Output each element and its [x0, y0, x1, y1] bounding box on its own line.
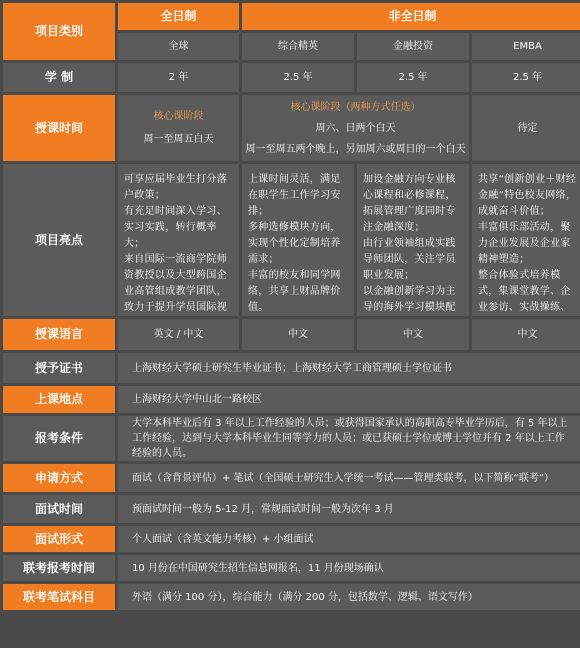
program-global: 全球 [118, 33, 239, 60]
certificate-value: 上海财经大学硕士研究生毕业证书；上海财经大学工商管理硕士学位证书 [118, 353, 580, 383]
highlight-finance-3: 以金融创新学习为主导的海外学习模块配 [363, 286, 456, 313]
duration-finance: 2.5 年 [357, 63, 469, 92]
application-value: 面试（含背景评估）+ 笔试（全国硕士研究生入学统一考试——管理类联考，以下简称“联考”） [118, 464, 580, 492]
parttime-header: 非全日制 [242, 3, 580, 30]
duration-emba: 2.5 年 [472, 63, 580, 92]
language-label: 授课语言 [3, 319, 115, 350]
category-label: 项目类别 [3, 3, 115, 60]
requirements-value: 大学本科毕业后有 3 年以上工作经验的人员；或获得国家承认的高职高专毕业学历后，有 5 年以上工作经验，达到与大学本科毕业生同等学力的人员；或已获硕士学位或博士学位并有 2 年以上工作经验的人员。 [118, 416, 580, 461]
language-elite: 中文 [242, 319, 354, 350]
interview-time-label: 面试时间 [3, 495, 115, 523]
highlights-label: 项目亮点 [3, 164, 115, 316]
duration-global: 2 年 [118, 63, 239, 92]
certificate-label: 授予证书 [3, 353, 115, 383]
highlight-elite-2: 多种选修模块方向，实现个性化定制培养需求； [248, 222, 341, 265]
highlights-global [118, 164, 239, 316]
highlight-global-3: 来自国际一流商学院师资教授以及大型跨国企业高管组成教学团队，致力于提升学员国际视 [124, 254, 227, 313]
language-emba: 中文 [472, 319, 580, 350]
highlight-emba-3: 整合体验式培养模式，集课堂教学、企业参访、实战操练、 [478, 270, 571, 313]
highlight-finance-1: 加设金融方向专业核心课程和必修课程，拓展管理广度同时专注金融深度； [363, 174, 456, 233]
highlight-emba-2: 丰富俱乐部活动，聚力企业发展及企业家精神塑造； [478, 222, 571, 265]
global-phase-time: 周一至周五白天 [143, 134, 214, 145]
exam-registration-value: 10 月份在中国研究生招生信息网报名，11 月份现场确认 [118, 555, 580, 581]
parttime-option-1: 周六、日两个白天 [315, 122, 396, 134]
program-emba: EMBA [472, 33, 580, 60]
highlights-elite [242, 164, 354, 316]
highlight-elite-3: 丰富的校友和同学网络，共享上财品牌价值。 [248, 270, 341, 313]
exam-subjects-label: 联考笔试科目 [3, 584, 115, 610]
parttime-phase-title: 核心课阶段（两种方式任选） [290, 101, 421, 113]
location-label: 上课地点 [3, 386, 115, 413]
program-elite: 综合精英 [242, 33, 354, 60]
exam-registration-label: 联考报考时间 [3, 555, 115, 581]
language-finance: 中文 [357, 319, 469, 350]
language-global: 英文 / 中文 [118, 319, 239, 350]
teaching-time-global [118, 95, 239, 161]
fulltime-header: 全日制 [118, 3, 239, 30]
teaching-time-parttime [242, 95, 469, 161]
teaching-time-label: 授课时间 [3, 95, 115, 161]
interview-format-value: 个人面试（含英文能力考核）+ 小组面试 [118, 526, 580, 552]
global-phase-title: 核心课阶段 [153, 111, 204, 122]
highlight-emba-1: 共享“创新创业＋财经金融”特色校友网络，成就奋斗价值； [478, 174, 577, 217]
highlights-emba [472, 164, 580, 316]
program-finance: 金融投资 [357, 33, 469, 60]
parttime-option-2: 周一至周五两个晚上，另加周六或周日的一个白天 [245, 143, 466, 155]
location-value: 上海财经大学中山北一路校区 [118, 386, 580, 413]
requirements-label: 报考条件 [3, 416, 115, 461]
application-label: 申请方式 [3, 464, 115, 492]
duration-label: 学 制 [3, 63, 115, 92]
highlights-finance [357, 164, 469, 316]
teaching-time-emba: 待定 [472, 95, 580, 161]
interview-time-value: 预面试时间一般为 5-12 月，常规面试时间一般为次年 3 月 [118, 495, 580, 523]
exam-subjects-value: 外语（满分 100 分），综合能力（满分 200 分，包括数学、逻辑、语文写作） [118, 584, 580, 610]
interview-format-label: 面试形式 [3, 526, 115, 552]
highlight-finance-2: 由行业领袖组成实践导师团队，关注学员职业发展； [363, 238, 456, 281]
highlight-elite-1: 上课时间灵活，满足在职学生工作学习安排； [248, 174, 341, 217]
highlight-global-2: 有充足时间深入学习、实习实践，转行概率大； [124, 206, 227, 249]
duration-elite: 2.5 年 [242, 63, 354, 92]
highlight-global-1: 可享应届毕业生打分落户政策； [124, 174, 227, 201]
